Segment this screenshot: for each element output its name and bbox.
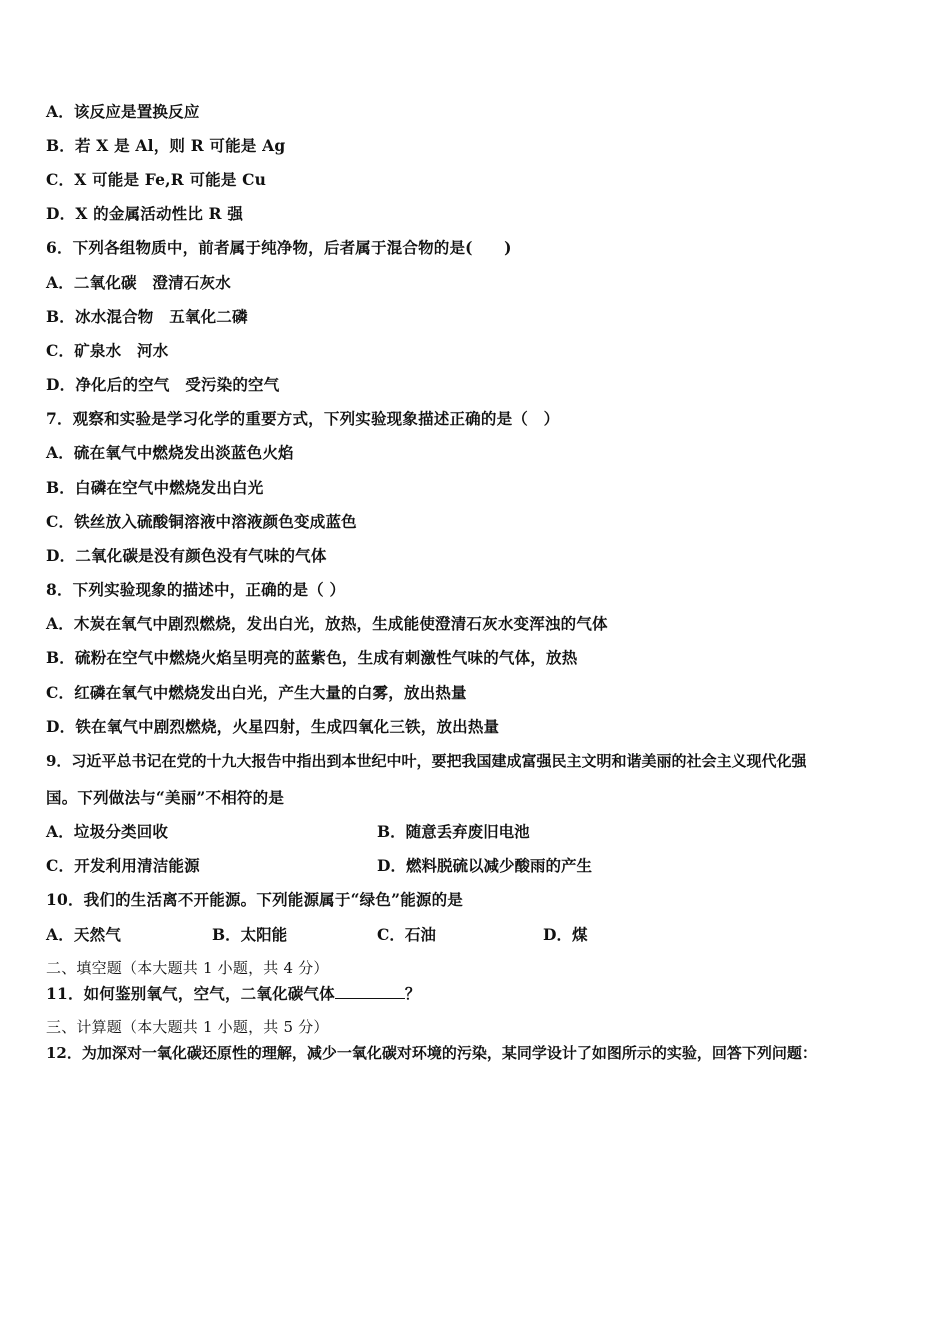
q6-option-d: D．净化后的空气 受污染的空气 — [46, 375, 280, 394]
q5-option-a: A．该反应是置换反应 — [46, 102, 200, 121]
q7-option-d: D．二氧化碳是没有颜色没有气味的气体 — [46, 546, 327, 565]
section-fill-in-heading: 二、填空题（本大题共 1 小题，共 4 分） — [46, 959, 329, 977]
q8-option-b: B．硫粉在空气中燃烧火焰呈明亮的蓝紫色，生成有刺激性气味的气体，放热 — [46, 648, 578, 667]
q5-option-d: D．X 的金属活动性比 R 强 — [46, 204, 244, 223]
q5-option-c: C．X 可能是 Fe,R 可能是 Cu — [46, 170, 267, 189]
q9-stem-line1: 9．习近平总书记在党的十九大报告中指出到本世纪中叶，要把我国建成富强民主文明和谐美丽的社会主义现代化强 — [46, 752, 807, 770]
q11-text: 11．如何鉴别氧气，空气，二氧化碳气体 — [46, 984, 335, 1003]
q6-option-b: B．冰水混合物 五氧化二磷 — [46, 307, 248, 326]
q10-option-d: D．煤 — [543, 925, 588, 944]
q6-option-a: A．二氧化碳 澄清石灰水 — [46, 273, 231, 292]
q9-stem-line2: 国。下列做法与“美丽”不相符的是 — [46, 788, 285, 807]
q5-option-b: B．若 X 是 Al，则 R 可能是 Ag — [46, 136, 286, 155]
q8-stem: 8．下列实验现象的描述中，正确的是（ ） — [46, 580, 346, 599]
q10-stem: 10．我们的生活离不开能源。下列能源属于“绿色”能源的是 — [46, 890, 464, 909]
q8-option-a: A．木炭在氧气中剧烈燃烧，发出白光，放热，生成能使澄清石灰水变浑浊的气体 — [46, 614, 608, 633]
q8-option-d: D．铁在氧气中剧烈燃烧，火星四射，生成四氧化三铁，放出热量 — [46, 717, 500, 736]
q10-option-a: A．天然气 — [46, 925, 122, 944]
q9-option-d: D．燃料脱硫以减少酸雨的产生 — [377, 856, 592, 875]
q11-stem — [46, 984, 421, 1004]
q7-option-b: B．白磷在空气中燃烧发出白光 — [46, 478, 264, 497]
q7-option-c: C．铁丝放入硫酸铜溶液中溶液颜色变成蓝色 — [46, 512, 357, 531]
q11-end: ？ — [404, 984, 421, 1003]
q8-option-c: C．红磷在氧气中燃烧发出白光，产生大量的白雾，放出热量 — [46, 683, 467, 702]
q9-option-a: A．垃圾分类回收 — [46, 822, 169, 841]
q7-stem: 7．观察和实验是学习化学的重要方式，下列实验现象描述正确的是（ ） — [46, 409, 560, 428]
q9-option-c: C．开发利用清洁能源 — [46, 856, 200, 875]
q10-option-c: C．石油 — [377, 925, 436, 944]
q7-option-a: A．硫在氧气中燃烧发出淡蓝色火焰 — [46, 443, 294, 462]
section-calc-heading: 三、计算题（本大题共 1 小题，共 5 分） — [46, 1018, 329, 1036]
q10-option-b: B．太阳能 — [212, 925, 288, 944]
q11-answer-blank — [335, 984, 405, 999]
q6-stem: 6．下列各组物质中，前者属于纯净物，后者属于混合物的是( ) — [46, 238, 512, 257]
q6-option-c: C．矿泉水 河水 — [46, 341, 169, 360]
q12-stem: 12．为加深对一氧化碳还原性的理解，减少一氧化碳对环境的污染，某同学设计了如图所示的实验，回答下列问题： — [46, 1044, 817, 1062]
q9-option-b: B．随意丢弃废旧电池 — [377, 822, 530, 841]
